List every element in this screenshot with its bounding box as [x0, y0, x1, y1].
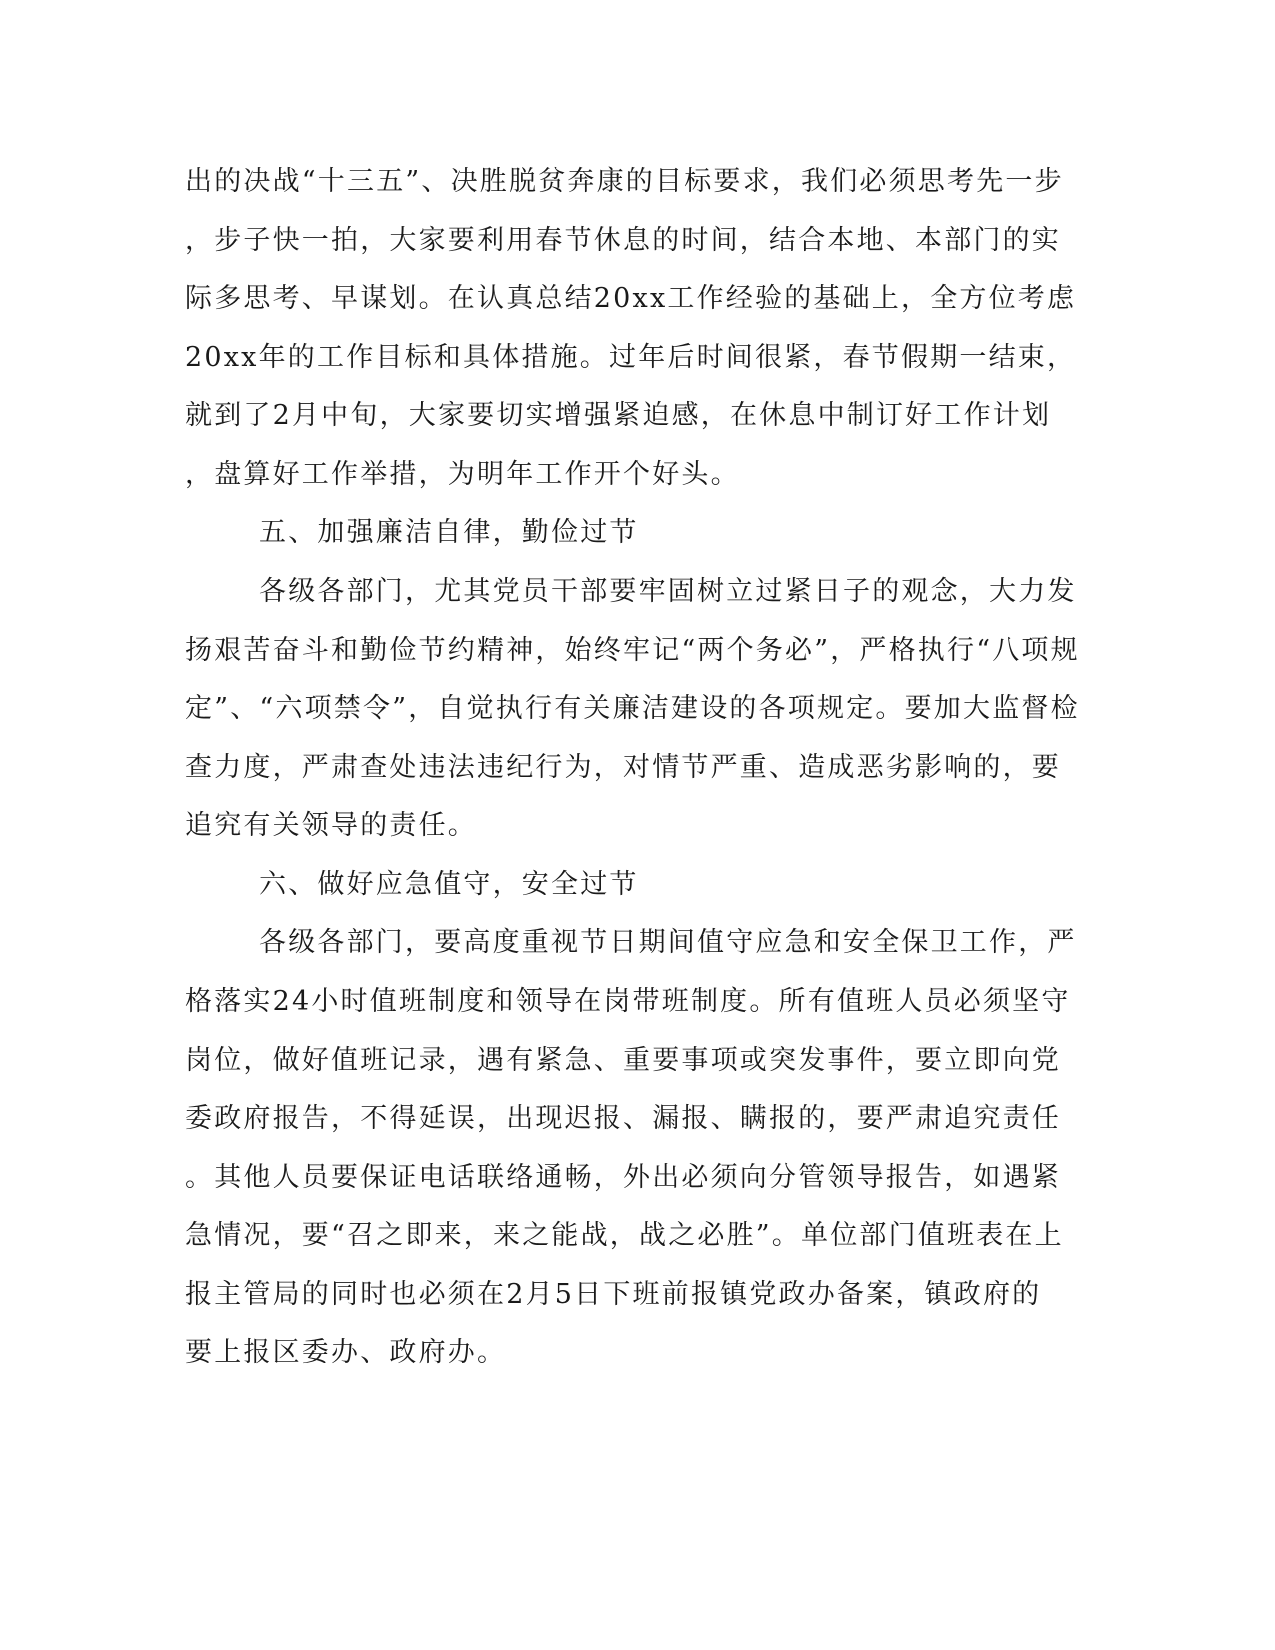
body-text-line: 查力度，严肃查处违法违纪行为，对情节严重、造成恶劣影响的，要 [185, 752, 1061, 783]
body-text-line: 岗位，做好值班记录，遇有紧急、重要事项或突发事件，要立即向党 [185, 1045, 1061, 1076]
body-text-line: 报主管局的同时也必须在2月5日下班前报镇党政办备案，镇政府的 [185, 1279, 1042, 1310]
body-text-line: ，盘算好工作举措，为明年工作开个好头。 [185, 459, 740, 490]
body-text-line: 扬艰苦奋斗和勤俭节约精神，始终牢记“两个务必”，严格执行“八项规 [185, 635, 1080, 666]
section-heading: 五、加强廉洁自律，勤俭过节 [259, 517, 639, 548]
body-text-line: 格落实24小时值班制度和领导在岗带班制度。所有值班人员必须坚守 [185, 986, 1071, 1017]
body-text-line: 出的决战“十三五”、决胜脱贫奔康的目标要求，我们必须思考先一步 [185, 166, 1064, 197]
body-text-line: 各级各部门，尤其党员干部要牢固树立过紧日子的观念，大力发 [259, 576, 1077, 607]
body-text-line: ，步子快一拍，大家要利用春节休息的时间，结合本地、本部门的实 [185, 225, 1061, 256]
body-text-line: 。其他人员要保证电话联络通畅，外出必须向分管领导报告，如遇紧 [185, 1162, 1061, 1193]
body-text-line: 要上报区委办、政府办。 [185, 1337, 507, 1368]
body-text-line: 定”、“六项禁令”，自觉执行有关廉洁建设的各项规定。要加大监督检 [185, 693, 1080, 724]
body-text-line: 就到了2月中旬，大家要切实增强紧迫感，在休息中制订好工作计划 [185, 400, 1052, 431]
section-heading: 六、做好应急值守，安全过节 [259, 869, 639, 900]
body-text-line: 急情况，要“召之即来，来之能战，战之必胜”。单位部门值班表在上 [185, 1220, 1064, 1251]
body-text-line: 各级各部门，要高度重视节日期间值守应急和安全保卫工作，严 [259, 927, 1077, 958]
body-text-line: 追究有关领导的责任。 [185, 810, 477, 841]
body-text-line: 际多思考、早谋划。在认真总结20xx工作经验的基础上，全方位考虑 [185, 283, 1077, 314]
body-text-line: 20xx年的工作目标和具体措施。过年后时间很紧，春节假期一结束， [185, 342, 1077, 373]
body-text-line: 委政府报告，不得延误，出现迟报、漏报、瞒报的，要严肃追究责任 [185, 1103, 1061, 1134]
